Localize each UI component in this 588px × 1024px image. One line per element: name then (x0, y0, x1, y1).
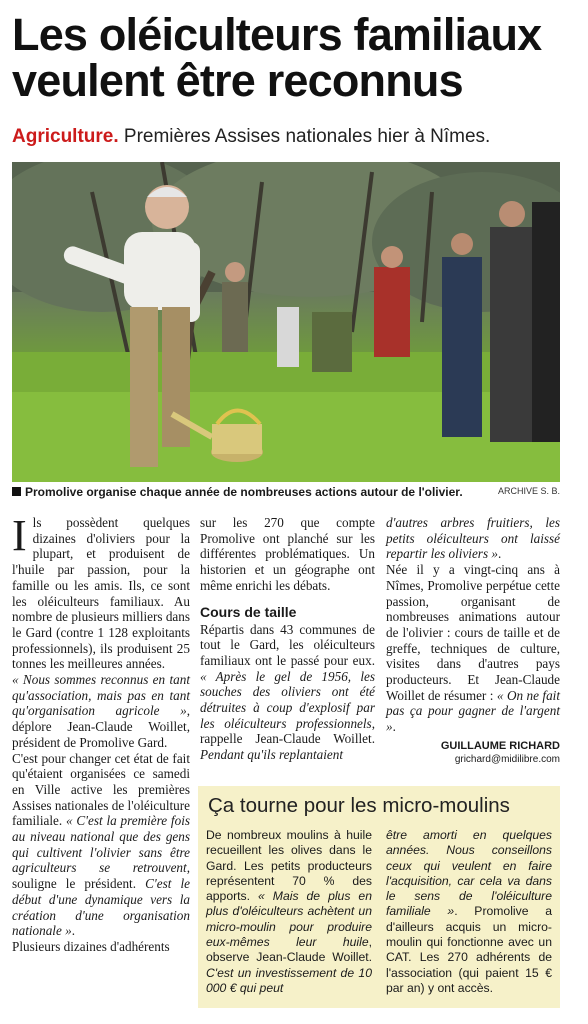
photo-caption (12, 485, 560, 503)
standfirst-text: Premières Assises nationales hier à Nîmes. (118, 126, 491, 147)
standfirst (12, 126, 578, 148)
rubric-label: Agriculture. (12, 126, 119, 147)
body-paragraph: Ils possèdent quelques dizaines d'oliviers pour la plupart, et produisent de l'huile par passion, pour la famille ou les amis. Ils, ce sont les oléiculteurs familiaux. Au nombre de plusieurs milliers dans le Gard (contre 1 128 exploitants professionnels), ils produisent 25 tonnes les meilleures années. (12, 511, 190, 672)
body-column-1 (12, 511, 190, 955)
body-column-2 (200, 515, 375, 763)
body-paragraph: Plusieurs dizaines d'adhérents (12, 938, 170, 954)
photo-credit: ARCHIVE S. B. (497, 486, 560, 496)
article-photo (12, 162, 560, 482)
sidebar-box-column-1: De nombreux moulins à huile recueillent les olives dans le Gard. Les petits producteurs représentent 70 % des apports. « Mais de plus en plus d'oléiculteurs achètent un micro-moulin pour produire eux-mêmes leur huile, observe Jean-Claude Woillet. C'est un investissement de 10 000 € qui peut (206, 828, 372, 995)
body-column-3 (386, 515, 560, 766)
body-paragraph: d'autres arbres fruitiers, les petits oléiculteurs ont laissé repartir les oliviers ». (386, 515, 560, 562)
headline-line-2: veulent être reconnus (12, 55, 463, 106)
sidebar-box-title: Ça tourne pour les micro-moulins (208, 794, 510, 817)
author-email[interactable]: grichard@midilibre.com (454, 753, 560, 765)
headline-line-1: Les oléiculteurs familiaux (12, 9, 542, 60)
caption-text: Promolive organise chaque année de nombreuses actions autour de l'olivier. (25, 485, 463, 499)
body-paragraph: C'est pour changer cet état de fait qu'étaient organisées ce samedi en Ville active les premières Assises nationales de l'oléiculture familiale. « C'est la première fois au niveau national que des gens qui cultivent l'olivier sans être agriculteurs se retrouvent, souligne le président. C'est le début d'une dynamique vers la création d'une organisation nationale ». (12, 750, 190, 939)
body-paragraph: sur les 270 que compte Promolive ont planché sur les différentes problématiques. Un historien et un géographe ont même enrichi les débats. (200, 515, 375, 593)
drop-cap: I (12, 511, 27, 560)
body-paragraph: Née il y a vingt-cinq ans à Nîmes, Promolive perpétue cette passion, organisant de nombreuses animations autour de l'olivier : cours de taille et de greffe, techniques de culture, visites dans d'autres pays producteurs. Et Jean-Claude Woillet de résumer : « On ne fait pas ça pour gagner de l'argent ». (386, 562, 560, 735)
subheading: Cours de taille (200, 603, 297, 620)
body-paragraph: « Nous sommes reconnus en tant qu'association, mais pas en tant qu'organisation agricole », déplore Jean-Claude Woillet, président de Promolive Gard. (12, 672, 190, 750)
body-paragraph: Répartis dans 43 communes de tout le Gard, les oléiculteurs familiaux ont le passé pour eux. « Après le gel de 1956, les souches des oliviers ont été détruites à coup d'explosif par les oléiculteurs professionnels, rappelle Jean-Claude Woillet. Pendant qu'ils replantaient (200, 621, 375, 763)
sidebar-box-column-2: être amorti en quelques années. Nous conseillons ceux qui veulent en faire l'acquisition, car cela va dans le sens de l'oléiculture familiale ». Promolive a d'ailleurs acquis un micro-moulin qui fonctionne avec un CAT. Les 270 adhérents de l'association (qui paient 15 € par an) y ont accès. (386, 828, 552, 995)
caption-bullet (12, 487, 21, 496)
sidebar-box (198, 786, 560, 1008)
author-byline: GUILLAUME RICHARD (440, 739, 560, 752)
headline (12, 9, 578, 106)
